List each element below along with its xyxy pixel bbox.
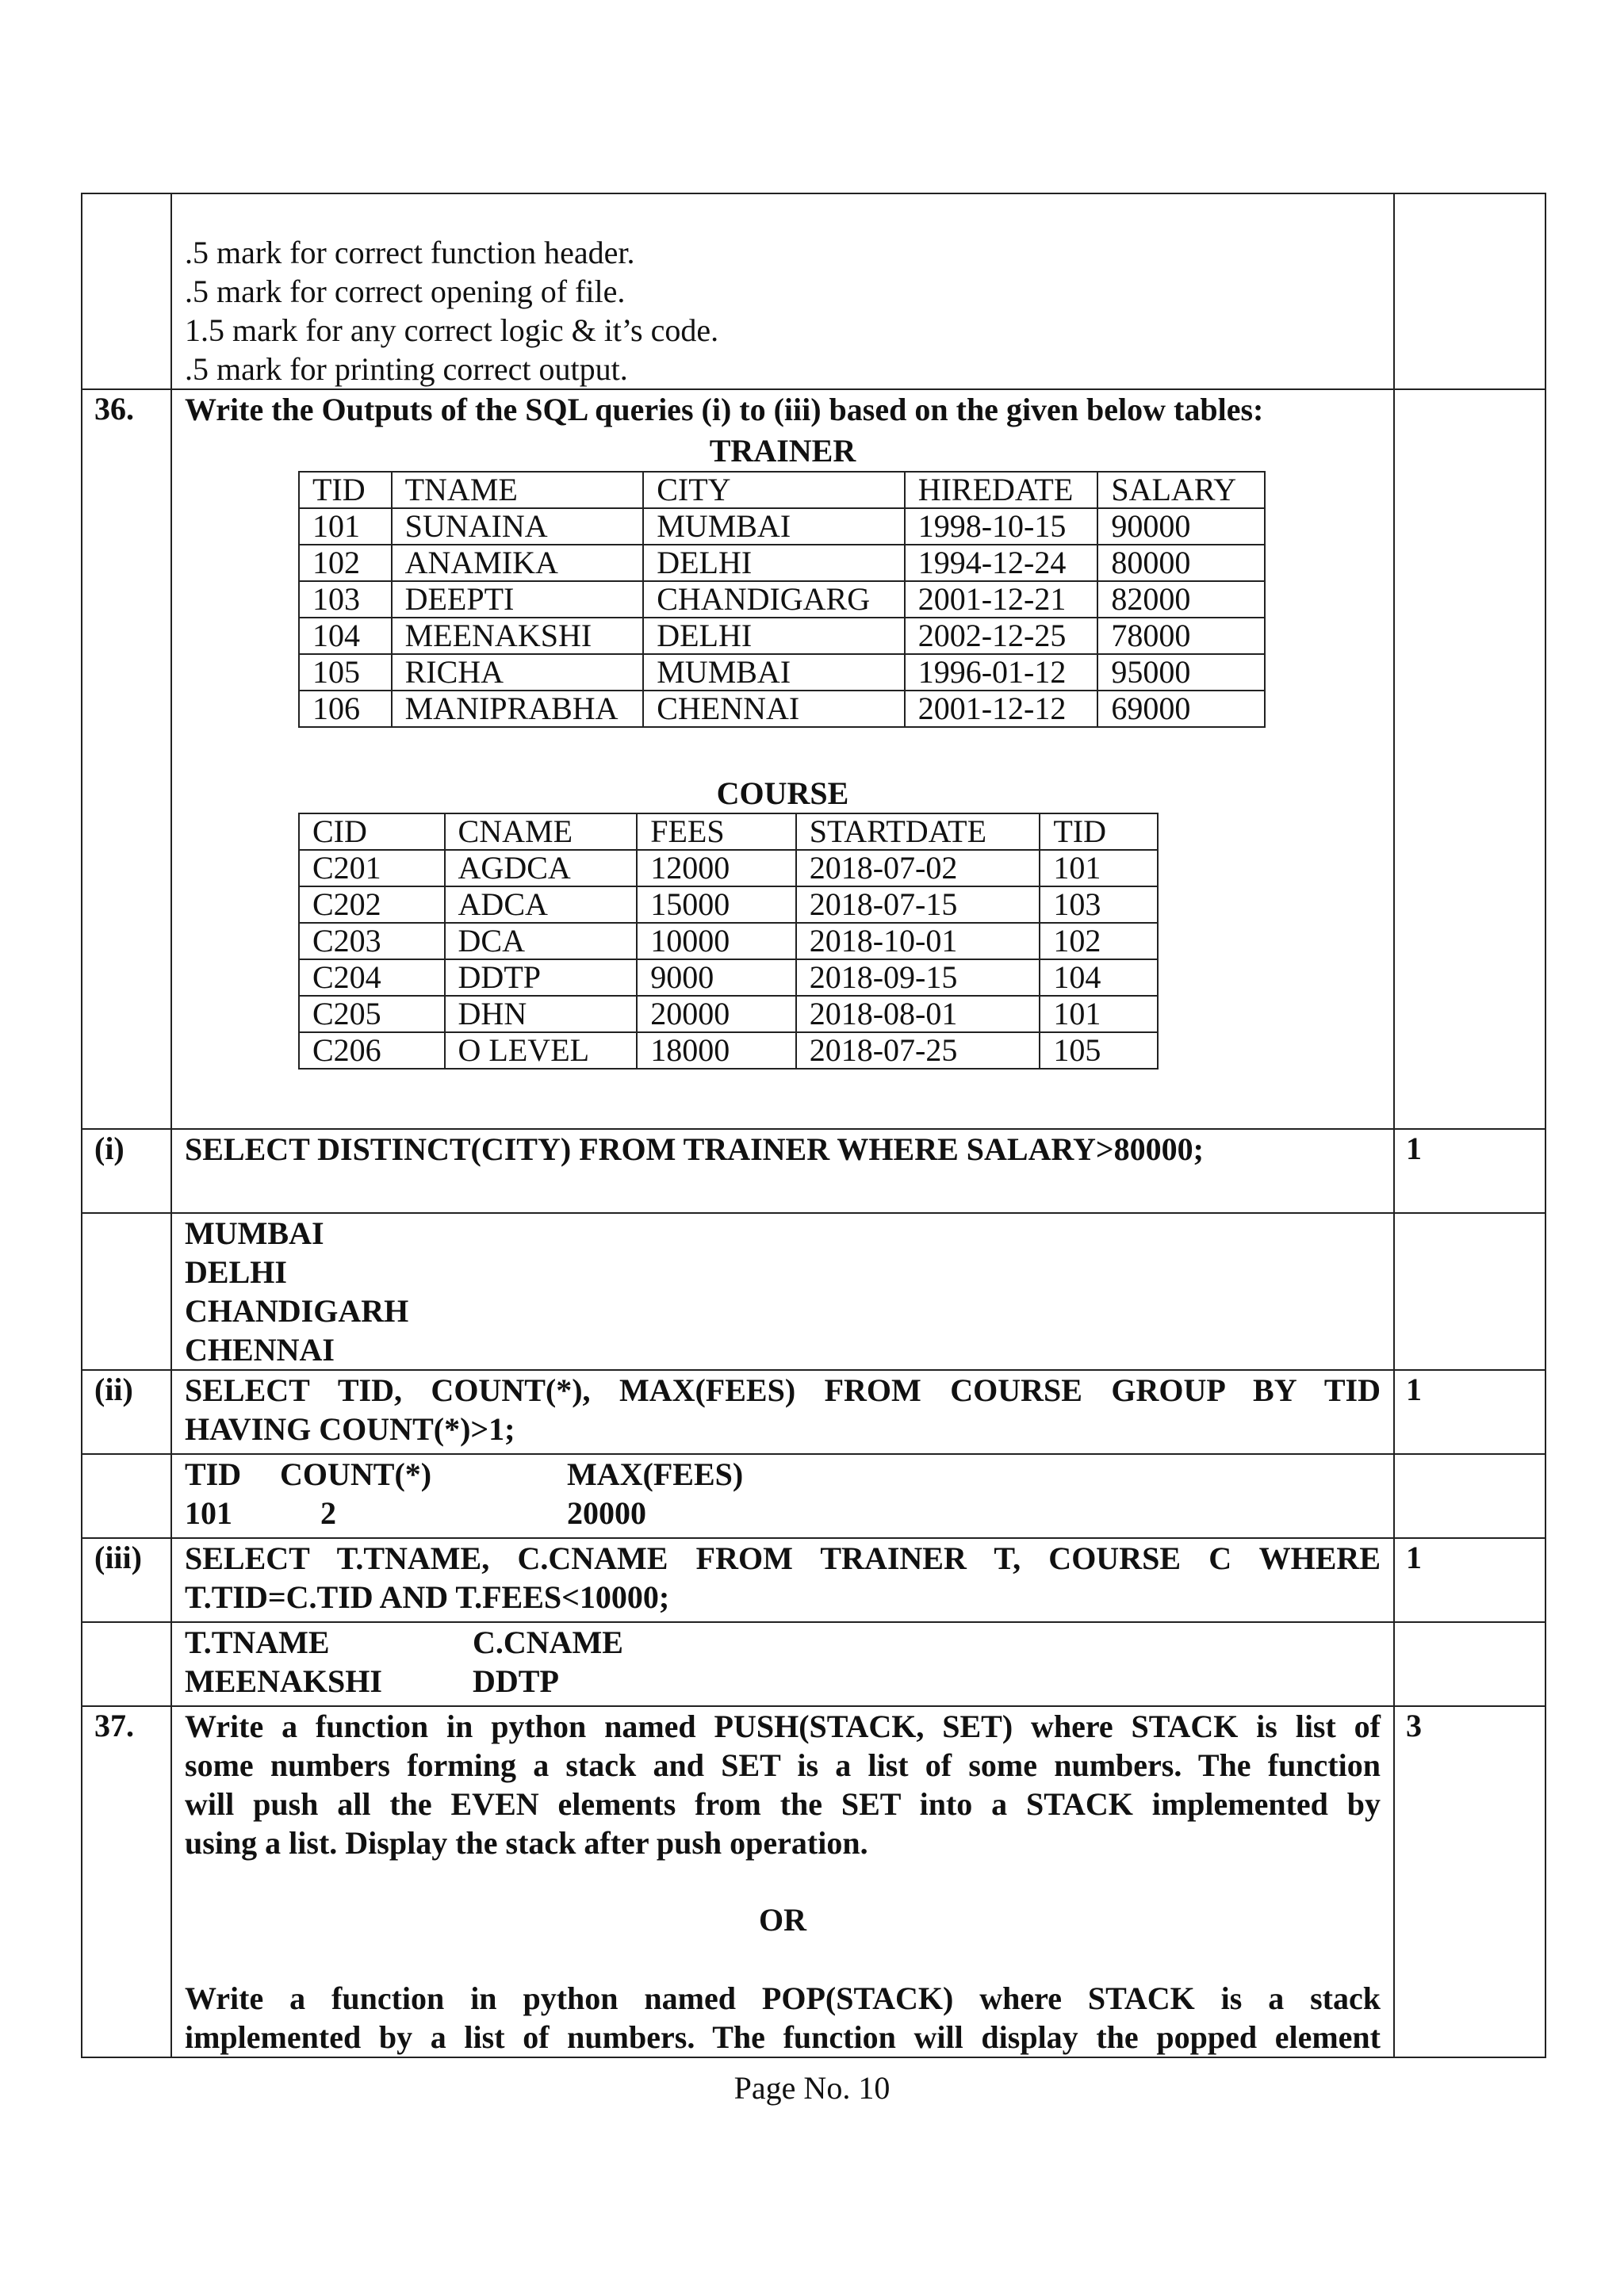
marking-note: .5 mark for correct function header. — [185, 235, 635, 270]
trainer-row — [299, 654, 1265, 691]
trainer-row — [299, 581, 1265, 618]
course-cell: C201 — [299, 850, 445, 886]
trainer-cell: 2001-12-21 — [905, 581, 1098, 618]
marks-value: 1 — [1406, 1131, 1422, 1166]
course-header-cell: CNAME — [445, 813, 638, 850]
trainer-cell: 105 — [299, 654, 392, 691]
answer-cell: MEENAKSHI — [185, 1663, 382, 1699]
course-header-cell: TID — [1040, 813, 1158, 850]
course-cell: 2018-07-02 — [796, 850, 1040, 886]
course-row — [299, 1032, 1158, 1069]
answer-col-header: MAX(FEES) — [567, 1456, 744, 1492]
trainer-cell: 1998-10-15 — [905, 508, 1098, 545]
question-text-line: implemented by a list of numbers. The function will display the popped element — [185, 2019, 1381, 2055]
trainer-cell: MANIPRABHA — [392, 691, 644, 727]
course-header-cell: STARTDATE — [796, 813, 1040, 850]
question-text-line: Write a function in python named POP(STACK) where STACK is a stack — [185, 1980, 1381, 2016]
course-cell: C203 — [299, 923, 445, 959]
trainer-cell: 102 — [299, 545, 392, 581]
trainer-cell: ANAMIKA — [392, 545, 644, 581]
trainer-cell: 101 — [299, 508, 392, 545]
marks-value: 1 — [1406, 1372, 1422, 1407]
course-cell: 10000 — [637, 923, 796, 959]
course-cell: ADCA — [445, 886, 638, 923]
trainer-cell: 80000 — [1097, 545, 1265, 581]
answer-cell: 2 — [320, 1495, 336, 1531]
course-cell: 104 — [1040, 959, 1158, 996]
course-header-cell: FEES — [637, 813, 796, 850]
course-cell: 101 — [1040, 996, 1158, 1032]
course-row — [299, 850, 1158, 886]
column-divider-number — [170, 193, 172, 2057]
marks-value: 3 — [1406, 1708, 1422, 1743]
question-text-line: some numbers forming a stack and SET is a list of some numbers. The function — [185, 1747, 1381, 1783]
sql-query-line: T.TID=C.TID AND T.FEES<10000; — [185, 1579, 670, 1615]
trainer-cell: 78000 — [1097, 618, 1265, 654]
trainer-header-cell: TID — [299, 472, 392, 508]
trainer-row — [299, 618, 1265, 654]
trainer-header-row — [299, 472, 1265, 508]
course-cell: DCA — [445, 923, 638, 959]
answer-line: MUMBAI — [185, 1215, 324, 1251]
trainer-row — [299, 691, 1265, 727]
or-separator: OR — [759, 1902, 806, 1938]
trainer-cell: 1994-12-24 — [905, 545, 1098, 581]
trainer-cell: 1996-01-12 — [905, 654, 1098, 691]
trainer-cell: 103 — [299, 581, 392, 618]
trainer-header-cell: TNAME — [392, 472, 644, 508]
trainer-cell: 106 — [299, 691, 392, 727]
trainer-cell: DEEPTI — [392, 581, 644, 618]
answer-col-header: COUNT(*) — [280, 1456, 432, 1492]
course-table — [298, 813, 1159, 1070]
trainer-cell: SUNAINA — [392, 508, 644, 545]
trainer-header-cell: SALARY — [1097, 472, 1265, 508]
course-cell: AGDCA — [445, 850, 638, 886]
question-number: 36. — [94, 391, 134, 427]
answer-col-header: T.TNAME — [185, 1624, 330, 1660]
trainer-cell: DELHI — [643, 618, 904, 654]
part-label: (iii) — [94, 1540, 142, 1575]
trainer-row — [299, 545, 1265, 581]
trainer-cell: 2002-12-25 — [905, 618, 1098, 654]
trainer-cell: 2001-12-12 — [905, 691, 1098, 727]
answer-col-header: TID — [185, 1456, 242, 1492]
trainer-cell: CHENNAI — [643, 691, 904, 727]
part-label: (ii) — [94, 1372, 133, 1407]
course-cell: 20000 — [637, 996, 796, 1032]
answer-cell: DDTP — [473, 1663, 559, 1699]
course-cell: 101 — [1040, 850, 1158, 886]
course-cell: C204 — [299, 959, 445, 996]
course-table-caption: COURSE — [716, 775, 849, 811]
course-row — [299, 996, 1158, 1032]
course-row — [299, 923, 1158, 959]
question-prompt: Write the Outputs of the SQL queries (i) to (iii) based on the given below tables: — [185, 392, 1264, 427]
course-cell: 2018-09-15 — [796, 959, 1040, 996]
trainer-cell: DELHI — [643, 545, 904, 581]
sql-query-line: HAVING COUNT(*)>1; — [185, 1411, 515, 1447]
course-header-row — [299, 813, 1158, 850]
course-cell: DHN — [445, 996, 638, 1032]
course-cell: 103 — [1040, 886, 1158, 923]
answer-line: DELHI — [185, 1254, 287, 1290]
answer-col-header: C.CNAME — [473, 1624, 623, 1660]
trainer-cell: MEENAKSHI — [392, 618, 644, 654]
course-cell: 2018-07-25 — [796, 1032, 1040, 1069]
marking-note: 1.5 mark for any correct logic & it’s code. — [185, 312, 719, 348]
trainer-cell: MUMBAI — [643, 654, 904, 691]
course-cell: O LEVEL — [445, 1032, 638, 1069]
course-cell: C206 — [299, 1032, 445, 1069]
course-cell: C202 — [299, 886, 445, 923]
answer-line: CHANDIGARH — [185, 1293, 409, 1329]
trainer-cell: 82000 — [1097, 581, 1265, 618]
answer-cell: 101 — [185, 1495, 232, 1531]
trainer-header-cell: HIREDATE — [905, 472, 1098, 508]
course-cell: 9000 — [637, 959, 796, 996]
column-divider-marks — [1393, 193, 1395, 2057]
course-cell: 2018-07-15 — [796, 886, 1040, 923]
answer-cell: 20000 — [567, 1495, 646, 1531]
trainer-cell: 104 — [299, 618, 392, 654]
course-cell: 18000 — [637, 1032, 796, 1069]
course-cell: 2018-10-01 — [796, 923, 1040, 959]
part-label: (i) — [94, 1131, 124, 1166]
course-cell: DDTP — [445, 959, 638, 996]
sql-query-line: SELECT TID, COUNT(*), MAX(FEES) FROM COURSE GROUP BY TID — [185, 1372, 1381, 1408]
question-text-line: using a list. Display the stack after push operation. — [185, 1825, 868, 1861]
trainer-cell: 95000 — [1097, 654, 1265, 691]
sql-query: SELECT DISTINCT(CITY) FROM TRAINER WHERE SALARY>80000; — [185, 1131, 1204, 1167]
course-cell: 105 — [1040, 1032, 1158, 1069]
page-number: Page No. 10 — [733, 2070, 891, 2106]
marking-note: .5 mark for printing correct output. — [185, 351, 628, 387]
trainer-header-cell: CITY — [643, 472, 904, 508]
question-number: 37. — [94, 1708, 134, 1743]
trainer-cell: RICHA — [392, 654, 644, 691]
trainer-cell: MUMBAI — [643, 508, 904, 545]
sql-query-line: SELECT T.TNAME, C.CNAME FROM TRAINER T, COURSE C WHERE — [185, 1540, 1381, 1576]
trainer-cell: 90000 — [1097, 508, 1265, 545]
marking-note: .5 mark for correct opening of file. — [185, 274, 626, 309]
course-row — [299, 959, 1158, 996]
trainer-cell: 69000 — [1097, 691, 1265, 727]
course-cell: C205 — [299, 996, 445, 1032]
marks-value: 1 — [1406, 1540, 1422, 1575]
answer-line: CHENNAI — [185, 1332, 335, 1368]
trainer-table-caption: TRAINER — [709, 433, 856, 469]
course-row — [299, 886, 1158, 923]
course-cell: 15000 — [637, 886, 796, 923]
course-header-cell: CID — [299, 813, 445, 850]
question-text-line: will push all the EVEN elements from the SET into a STACK implemented by — [185, 1786, 1381, 1822]
course-cell: 12000 — [637, 850, 796, 886]
trainer-row — [299, 508, 1265, 545]
trainer-table — [298, 471, 1266, 728]
question-text-line: Write a function in python named PUSH(STACK, SET) where STACK is list of — [185, 1709, 1381, 1744]
trainer-cell: CHANDIGARG — [643, 581, 904, 618]
course-cell: 2018-08-01 — [796, 996, 1040, 1032]
course-cell: 102 — [1040, 923, 1158, 959]
